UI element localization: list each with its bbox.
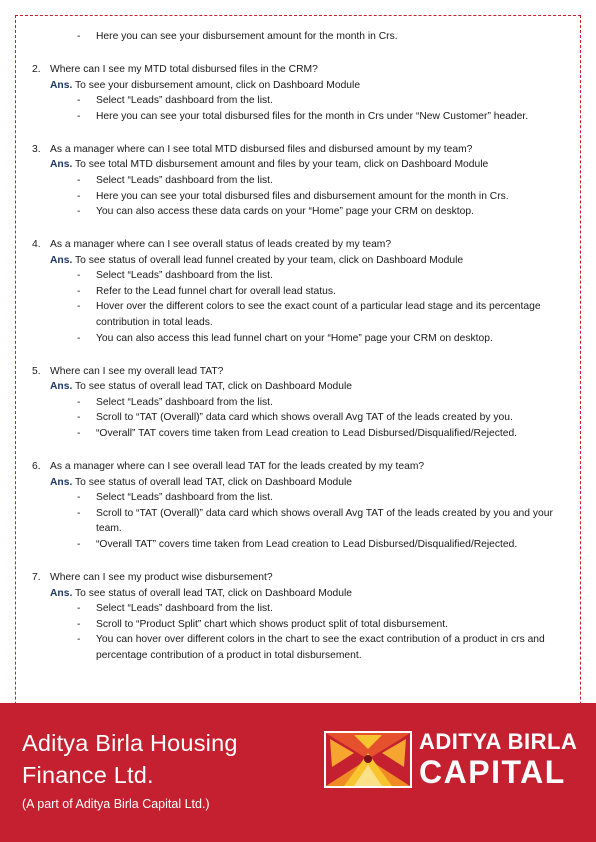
question-number: 3. — [32, 143, 41, 155]
bullet-dash: - — [77, 412, 81, 424]
faq-question — [0, 62, 596, 78]
answer-bullet — [0, 617, 596, 633]
answer-text: To see total MTD disbursement amount and files by your team, click on Dashboard Module — [75, 159, 489, 171]
answer-bullet — [0, 173, 596, 189]
faq-item — [0, 459, 596, 553]
bullet-dash: - — [77, 190, 81, 202]
bullet-dash: - — [77, 428, 81, 440]
faq-question — [0, 237, 596, 253]
company-subtitle: (A part of Aditya Birla Capital Ltd.) — [22, 797, 210, 811]
bullet-dash: - — [77, 270, 81, 282]
question-number: 6. — [32, 461, 41, 473]
answer-bullet — [0, 395, 596, 411]
faq-question — [0, 364, 596, 380]
faq-item — [0, 142, 596, 220]
bullet-dash: - — [77, 31, 81, 42]
question-text: Where can I see my product wise disbursement? — [50, 571, 273, 583]
faq-question — [0, 142, 596, 158]
bullet-text: Scroll to “Product Split” chart which shows product split of total disbursement. — [96, 618, 448, 630]
bullet-dash: - — [77, 206, 81, 218]
answer-text: To see status of overall lead funnel created by your team, click on Dashboard Module — [75, 254, 464, 266]
faq-item — [0, 364, 596, 442]
bullet-dash: - — [77, 507, 81, 519]
faq-answer — [0, 253, 596, 269]
answer-bullet — [0, 490, 596, 506]
bullet-text: Select “Leads” dashboard from the list. — [96, 174, 273, 186]
answer-bullet — [0, 426, 596, 442]
answer-bullet — [0, 410, 596, 426]
question-text: As a manager where can I see overall status of leads created by my team? — [50, 239, 392, 251]
bullet-text: Select “Leads” dashboard from the list. — [96, 603, 273, 615]
answer-bullet — [0, 537, 596, 553]
bullet-dash: - — [77, 332, 81, 344]
bullet-dash: - — [77, 634, 81, 646]
answer-bullet — [0, 268, 596, 284]
answer-bullet — [0, 632, 596, 663]
question-number: 4. — [32, 239, 41, 251]
bullet-dash: - — [77, 538, 81, 550]
faq-question — [0, 570, 596, 586]
faq-item — [0, 570, 596, 664]
company-name-line2: Finance Ltd. — [22, 762, 154, 788]
bullet-text: Select “Leads” dashboard from the list. — [96, 492, 273, 504]
answer-text: To see status of overall lead TAT, click on Dashboard Module — [75, 381, 353, 393]
bullet-text: Select “Leads” dashboard from the list. — [96, 95, 273, 107]
answer-text: To see status of overall lead TAT, click on Dashboard Module — [75, 587, 353, 599]
bullet-text: Here you can see your total disbursed files and disbursement amount for the month in Crs. — [96, 190, 509, 202]
faq-item — [0, 62, 596, 124]
answer-bullet — [0, 506, 596, 537]
answer-bullet — [0, 601, 596, 617]
faq-item — [0, 237, 596, 346]
answer-bullet — [0, 284, 596, 300]
bullet-text: Hover over the different colors to see the exact count of a particular lead stage and its percentage contribution in total leads. — [96, 301, 541, 329]
faq-answer — [0, 475, 596, 491]
question-number: 2. — [32, 63, 41, 75]
bullet-text: Refer to the Lead funnel chart for overall lead status. — [96, 285, 336, 297]
answer-label: Ans. — [50, 159, 73, 171]
brand-name: ADITYA BIRLA — [419, 729, 578, 754]
aditya-birla-sunburst-logo-icon — [324, 731, 412, 788]
bullet-text: You can hover over different colors in the chart to see the exact contribution of a product in crs and percentage contribution of a product in total disbursement. — [96, 634, 545, 661]
bullet-dash: - — [77, 618, 81, 630]
bullet-dash: - — [77, 174, 81, 186]
leading-bullet-text: Here you can see your disbursement amount for the month in Crs. — [96, 31, 398, 42]
answer-label: Ans. — [50, 476, 73, 488]
answer-label: Ans. — [50, 254, 73, 266]
faq-answer — [0, 586, 596, 602]
bullet-text: You can also access this lead funnel chart on your “Home” page your CRM on desktop. — [96, 332, 493, 344]
company-name-line1: Aditya Birla Housing — [22, 730, 238, 756]
question-text: Where can I see my overall lead TAT? — [50, 365, 224, 377]
answer-bullet — [0, 189, 596, 205]
answer-label: Ans. — [50, 79, 73, 91]
bullet-text: Select “Leads” dashboard from the list. — [96, 396, 273, 408]
leading-bullet — [0, 29, 596, 45]
bullet-text: Scroll to “TAT (Overall)” data card which shows overall Avg TAT of the leads created by you and your team. — [96, 507, 553, 535]
faq-answer — [0, 157, 596, 173]
bullet-text: Scroll to “TAT (Overall)” data card which shows overall Avg TAT of the leads created by you. — [96, 412, 513, 424]
bullet-dash: - — [77, 301, 81, 313]
answer-text: To see your disbursement amount, click on Dashboard Module — [75, 79, 361, 91]
answer-label: Ans. — [50, 381, 73, 393]
question-number: 5. — [32, 365, 41, 377]
footer-banner — [0, 703, 596, 842]
bullet-dash: - — [77, 396, 81, 408]
bullet-text: “Overall” TAT covers time taken from Lead creation to Lead Disbursed/Disqualified/Rejected. — [96, 428, 518, 440]
bullet-text: “Overall TAT” covers time taken from Lead creation to Lead Disbursed/Disqualified/Rejected. — [96, 538, 518, 550]
question-text: As a manager where can I see overall lead TAT for the leads created by my team? — [50, 461, 425, 473]
answer-bullet — [0, 204, 596, 220]
faq-content — [0, 29, 596, 664]
answer-bullet — [0, 93, 596, 109]
faq-question — [0, 459, 596, 475]
answer-bullet — [0, 331, 596, 347]
question-number: 7. — [32, 571, 41, 583]
faq-answer — [0, 78, 596, 94]
faq-list — [0, 62, 596, 664]
answer-label: Ans. — [50, 587, 73, 599]
bullet-dash: - — [77, 285, 81, 297]
bullet-text: You can also access these data cards on your “Home” page your CRM on desktop. — [96, 206, 474, 218]
bullet-dash: - — [77, 110, 81, 122]
company-name — [22, 727, 238, 791]
bullet-text: Here you can see your total disbursed files for the month in Crs under “New Customer” header. — [96, 110, 529, 122]
question-text: As a manager where can I see total MTD disbursed files and disbursed amount by my team? — [50, 143, 473, 155]
faq-answer — [0, 379, 596, 395]
brand-capital: CAPITAL — [419, 754, 566, 790]
answer-bullet — [0, 109, 596, 125]
bullet-dash: - — [77, 492, 81, 504]
bullet-dash: - — [77, 603, 81, 615]
answer-bullet — [0, 299, 596, 330]
bullet-text: Select “Leads” dashboard from the list. — [96, 270, 273, 282]
question-text: Where can I see my MTD total disbursed files in the CRM? — [50, 63, 318, 75]
answer-text: To see status of overall lead TAT, click on Dashboard Module — [75, 476, 353, 488]
bullet-dash: - — [77, 95, 81, 107]
